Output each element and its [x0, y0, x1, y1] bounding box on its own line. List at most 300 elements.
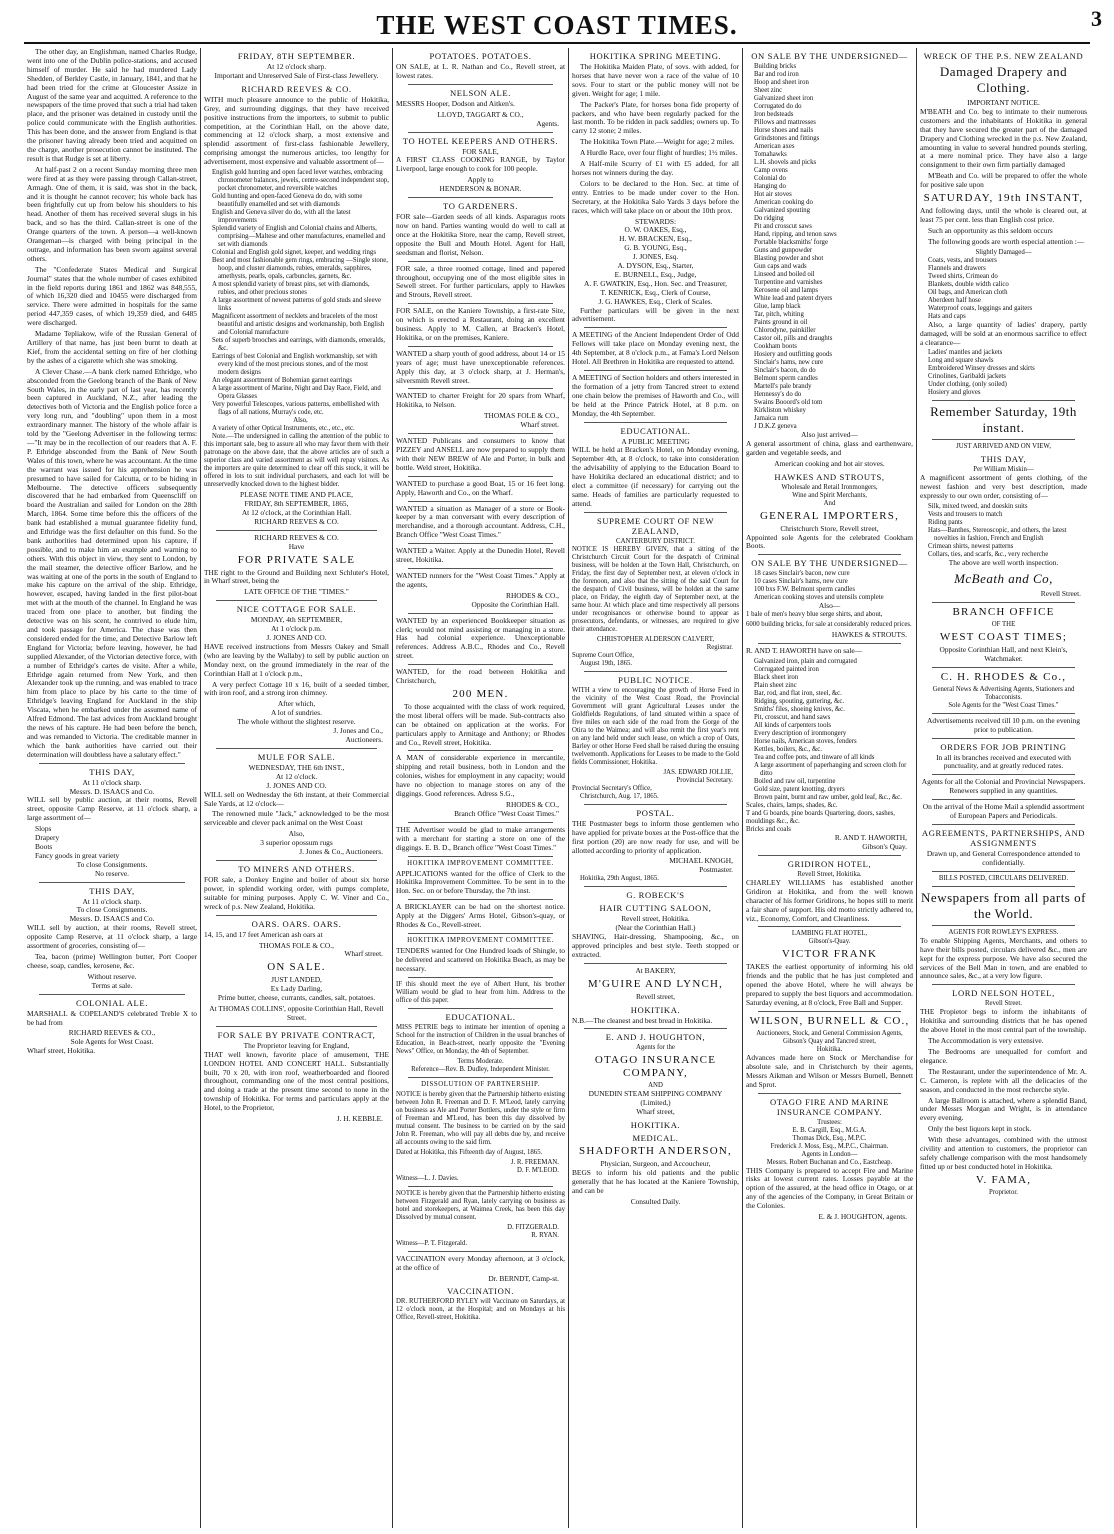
divider: [408, 750, 553, 751]
race-item: The Hokitika Town Plate.—Weight for age; 2 miles.: [580, 137, 735, 147]
list-item: 18 cases Sinclair's bacon, new cure: [754, 570, 850, 578]
ad-firm: RICHARD REEVES & CO.: [254, 516, 339, 526]
ad-body: CHARLEY WILLIAMS has established another Gridiron at Hokitika, and from the well known character of his former Gridirons, he hopes still to merit a fair share of support. His old motto strictly adhered to, viz., Economy, Comfort, and Cleanliness.: [746, 877, 913, 923]
ad-items: Prime butter, cheese, currants, candles, salt, potatoes.: [217, 993, 376, 1003]
ad-signature: Gibson's Quay.: [862, 841, 907, 851]
ad-signature: Proprietor.: [989, 1188, 1018, 1196]
ad-firm: Messrs. D. ISAACS and Co.: [69, 914, 155, 924]
list-item: Drapery: [35, 833, 60, 843]
ad-note: And: [823, 499, 836, 507]
divider: [932, 774, 1075, 775]
list-item: Guns and gunpowder: [754, 247, 813, 254]
ad-heading: ON SALE.: [267, 961, 326, 974]
ad-body: On the arrival of the Home Mail a splendid assortment of European Papers and Periodicals.: [922, 802, 1085, 821]
divider: [932, 925, 1075, 926]
hardware-list: [754, 63, 913, 431]
list-item: Kettles, boilers, &c., &c.: [754, 746, 822, 754]
list-item: Pit and crosscut saws: [754, 223, 812, 230]
list-item: Fancy goods in great variety: [35, 850, 120, 860]
wanted-ad: WANTED a situation as Manager of a store or Book-keeper by a man conversant with every description of merchandise, and a thorough accountant. Address, C.H., Branch Office "West Coast Times.": [396, 503, 565, 540]
ad-body: FOR SALE, on the Kaniere Township, a first-rate Site, on which is erected a Restaurant, doing an excellent business. Apply to M. Callen, at Bracken's Hotel, Hokitika, or on the premises, Kaniere.: [396, 306, 565, 342]
ad-body: WILL sell on Wednesday the 6th instant, at their Commercial Sale Yards, at 12 o'clock—: [204, 789, 389, 808]
ad-heading: BILLS POSTED, CIRCULARS DELIVERED.: [938, 874, 1069, 882]
ad-note: Reference—Rev. B. Dudley, Independent Minister.: [411, 1065, 550, 1073]
list-item: 10 cases Sinclair's hams, new cure: [754, 578, 848, 586]
ad-heading: WRECK OF THE P.S. NEW ZEALAND: [923, 51, 1084, 61]
newspaper-title: THE WEST COAST TIMES.: [376, 10, 738, 40]
ironmongery-list: [754, 658, 913, 778]
ad-body: IF this should meet the eye of Albert Hunt, his brother William would be glad to hear from him. Address to the office of this paper.: [396, 980, 565, 1004]
list-item: Riding pants: [928, 519, 963, 527]
ad-signature: CHRISTOPHER ALDERSON CALVERT,: [596, 635, 715, 643]
ad-note: Ex Lady Darling,: [270, 984, 323, 994]
ad-note: Apply to: [467, 175, 494, 185]
divider: [932, 871, 1075, 872]
list-item: Boots: [35, 841, 53, 851]
ad-heading: MULE FOR SALE.: [257, 751, 336, 762]
ad-body: A MEETING of Section holders and others interested in the formation of a jetty from Tancred street to extend one chain below the premises of Haworth and Co., will be held at the Prince Patrick Hotel, at 8 p.m. on Monday, the 4th September.: [572, 373, 739, 418]
divider: [584, 512, 727, 513]
ad-heading: SUPREME COURT OF NEW ZEALAND,: [596, 515, 715, 536]
list-item: Ridging, spouting, guttering, &c.: [754, 698, 845, 706]
ad-date: FRIDAY, 8th SEPTEMBER, 1865,: [244, 498, 349, 508]
list-item: Blasting powder and shot: [754, 255, 824, 262]
ad-signature: Branch Office "West Coast Times.": [454, 808, 559, 818]
ad-signature: J. H. KEBBLE.: [336, 1114, 383, 1124]
list-item: Hoop and sheet iron: [754, 79, 809, 86]
ad-date: SATURDAY, 19th INSTANT,: [923, 192, 1084, 205]
official: J. G. HAWKES, Esq., Clerk of Scales.: [598, 296, 713, 306]
ad-address: Revell street, Hokitika.: [621, 914, 690, 924]
ad-name: VICTOR FRANK: [781, 948, 878, 961]
list-item: Collars, ties, and scarfs, &c., very recherche: [928, 551, 1049, 559]
ad-heading: NICE COTTAGE FOR SALE.: [236, 604, 357, 615]
list-item: Horse nails, American stoves, fenders: [754, 738, 857, 746]
ad-heading: FRIDAY, 8TH SEPTEMBER.: [237, 51, 356, 61]
list-item: All kinds of carpenters tools: [754, 722, 832, 730]
news-item: A Clever Chase.—A bank clerk named Ethridge, who absconded from the Geelong branch of the Bank of New South Wales, in the early part of last year, has recently been captured in Auckland, N.Z., after leading the detectives both of Victoria and the English police force a very long run, and "doubling" upon them in a most extraordinary manner. The history of the whole affair is told by the "Geelong Advertiser in the following terms:—"It may be in the recollection of our readers that A. F. P. Ethridge absconded from the Bank of New South Wales of this town, where he was accountant. At the time the warrant was issued for his apprehension he was presumed to have sailed for Calcutta, or to be hiding in Melbourne. The detective officers subsequently discovered that he had embarked from Queenscliff on board the Australian and sailed for London on the 28th March, 1864. Some time before this the officers of the bank had established a mutual guarantee fidelity fund, and Ethridge was the first defaulter on this fund. So the bank authorities had determined upon his capture, if possible, and to make him an example and warning to others. With this object in view, they sent to London, by the mail steamer, the detective officer Barlow, and he was waiting at one of the ports in the south of England to make his capture on the arrival of the ship. Ethridge, however, escaped, having landed in the first pilot-boat met with at the mouth of the channel. In England he was traced from one place to another, but finding the detective was on his scent, he contrived to elude him, and took passage for America. The chase was then considered ended for the time, and Detective Barlow left England for Victoria; before leaving, however, he had supplied Alexander, of the Victorian detective force, with a number of Ethridge's cartes de visite. After a while, Ethridge again returned from New York, and then Alexander took up the running, and was enabled to trace him from place to place by his carte to the time of Ethridge's leaving England for Auckland in the ship Viscata, when he embarked under the assumed name of Alfred Edmond. The last advices from Auckland brought the news of his capture. He had been before the bench, and was remanded to Victoria. The creditable manner in which the bank authorities have carried out their determination will doubtless have a salutary effect.": [27, 366, 197, 759]
ad-body: THE Advertiser would be glad to make arrangements with a merchant for starting a store on one of the diggings. E. B. D., Branch office "West Coast Times.": [396, 824, 565, 852]
race-item: The Hokitika Maiden Plate, of sovs. with added, for horses that have never won a race of the value of 10 sovs. Four to start or the public money will not be given. Weight for age; 1 mile.: [572, 62, 739, 98]
ad-firm: HAWKES AND STROUTS,: [774, 471, 885, 482]
divider: [216, 748, 377, 749]
ad-heading: JUST ARRIVED AND ON VIEW,: [956, 443, 1051, 451]
ad-heading: G. ROBECK'S: [626, 890, 685, 901]
ad-heading: HOKITIKA IMPROVEMENT COMMITTEE.: [407, 859, 554, 867]
divider: [932, 799, 1075, 800]
ad-note: FOR SALE,: [462, 146, 499, 156]
ad-firm: RICHARD REEVES & CO.,: [68, 1028, 156, 1038]
news-item: The other day, an Englishman, named Charles Rudge, went into one of the Dublin police-stations, and accused himself of murder. He said he had murdered Lady Shedden, of Berkley Castle, in January, 1841, and that he had been tried for the crime at Gloucester Assize in August of the same year and acquitted. A reference to the newspapers of the time proved that such a trial had taken place, and the prisoner was detained in custody until the police could communicate with the English authorities. This has been done, and the answer from England is that the prisoner having already been tried and acquitted on the charge, another prosecution cannot be instituted. The result is that Rudge is set at liberty.: [27, 48, 197, 163]
ad-body: The Restaurant, under the superintendence of Mr. A. C. Cameron, is replete with all the delicacies of the season, and conducted in the most recherche style.: [920, 1066, 1087, 1094]
ad-heading: NELSON ALE.: [449, 87, 512, 98]
list-item: Hats and caps: [928, 312, 966, 320]
ad-firm: THOMAS FOLE & CO.,: [259, 940, 334, 950]
column-6: [916, 48, 1090, 1528]
ad-heading: E. AND J. HOUGHTON,: [605, 1032, 706, 1043]
list-item: Grindstones and fittings: [754, 135, 820, 142]
ad-heading: TO MINERS AND OTHERS.: [238, 863, 355, 874]
official: T. KENRICK, Esq., Clerk of Course,: [600, 287, 711, 297]
official: A. F. GWATKIN, Esq., Hon. Sec. and Treasurer,: [583, 278, 727, 288]
ad-signature: J. Jones and Co.,: [333, 726, 383, 736]
ad-title: Newspapers from all parts of the World.: [921, 889, 1086, 921]
ad-firm: Messrs. D. ISAACS and Co.: [69, 786, 155, 796]
ad-subheading: Auctioneers, Stock, and General Commission Agents,: [756, 1029, 903, 1037]
divider: [408, 822, 553, 823]
divider: [584, 327, 727, 328]
ad-note: To close Consignments.: [76, 905, 148, 915]
ad-date: August 19th, 1865.: [580, 659, 633, 667]
list-item: Vests and trousers to match: [928, 511, 1003, 519]
ad-note: The Proprietor leaving for England,: [243, 1040, 350, 1050]
list-item: Smiths' files, shoeing knives, &c.: [754, 706, 845, 714]
list-item: Jamaica rum: [754, 415, 789, 422]
list-item: Crinolines, Garibaldi jackets: [928, 373, 1006, 381]
ad-subheading: Trustees:: [817, 1118, 842, 1126]
ad-note: After which,: [277, 699, 316, 709]
ad-heading: TO HOTEL KEEPERS AND OTHERS.: [402, 135, 559, 146]
divider: [932, 824, 1075, 825]
wanted-ad: WANTED Publicans and consumers to know that PIZZEY and ANSELL are now prepared to supply them with their NEW BREW of Ale and Porter, in bulk and bottle. Weld street, Hokitika.: [396, 436, 565, 472]
ad-heading: POTATOES. POTATOES.: [429, 51, 532, 61]
ad-body: DR. RUTHERFORD RYLEY will Vaccinate on Saturdays, at 12 o'clock noon, at the Hospital; and on Mondays at his Office, Revell-street, Hokitika.: [396, 1298, 565, 1322]
ad-town: HOKITIKA.: [630, 1004, 681, 1015]
list-item: Chlorodyne, painkiller: [754, 327, 816, 334]
list-item: Pit, crosscut, and hand saws: [754, 714, 831, 722]
ad-body: Colors to be declared to the Hon. Sec. at time of entry. Entries to be made under cover to the Hon. Secretary, at the Hokitika Salo Yards 3 days before the races, which will take place on or about the 10th prox.: [572, 178, 739, 215]
paint-list: [754, 778, 913, 802]
ad-body: WITH much pleasure announce to the public of Hokitika, Grey, and surrounding diggings, that they have received positive instructions from the importers, to submit to public competition, at the Corinthian Hall, on the above date, commencing at 12 o'clock sharp, a most extensive and splendid assortment of first-class fashionable Jewellery, comprising amongst the numerous articles, too lengthy for advertisement, most expensive and valuable assortment of—: [204, 94, 389, 167]
ad-address: Gibson's Quay and Tancred street,: [783, 1037, 876, 1045]
list-item: Every description of ironmongery: [754, 730, 847, 738]
list-item: Brown paint, burnt and raw umber, gold leaf, &c., &c.: [754, 794, 902, 802]
list-item: American axes: [754, 143, 795, 150]
ad-body: A general assortment of china, glass and earthenware, garden and vegetable seeds, and: [746, 438, 913, 457]
ad-item: 3 superior opossum rugs: [260, 838, 333, 848]
divider: [408, 261, 553, 262]
divider: [408, 977, 553, 978]
ad-witness: Witness—P. T. Fitzgerald.: [396, 1239, 468, 1247]
ad-note: Have: [288, 541, 305, 551]
list-item: Iron bedsteads: [754, 111, 794, 118]
divider: [584, 671, 727, 672]
list-item: Camp ovens: [754, 167, 788, 174]
ad-body: Agents for all the Colonial and Provincial Newspapers. Renewers supplied in any quantities.: [921, 777, 1086, 796]
ad-items: Tea, bacon (prime) Wellington butter, Port Cooper cheese, soap, candles, kerosene, &c.: [27, 952, 197, 970]
list-item: Embroidered Winsey dresses and skirts: [928, 365, 1035, 373]
list-item: Cookham boots: [754, 343, 797, 350]
divider: [584, 370, 727, 371]
ad-item-list: [35, 825, 197, 861]
list-item: Coats, vests, and trousers: [928, 256, 997, 264]
list-item: Belmont sperm candles: [754, 375, 818, 382]
official: A. DYSON, Esq., Starter,: [617, 261, 694, 271]
ad-signature: HAWKES & STROUTS.: [831, 630, 907, 640]
steward: O. W. OAKES, Esq.,: [624, 225, 687, 235]
ad-witness: Witness—L. J. Davies.: [396, 1174, 459, 1182]
trustee: Frederick J. Moss, Esq., M.P.C., Chairman.: [770, 1142, 889, 1150]
ad-time: At 11 o'clock sharp.: [82, 777, 142, 787]
divider: [408, 84, 553, 85]
divider: [39, 882, 185, 883]
list-item: Hennessy's do do: [754, 391, 802, 398]
ad-address: Revell street,: [636, 991, 675, 1001]
ad-heading: AGREEMENTS, PARTNERSHIPS, AND ASSIGNMENTS: [921, 828, 1086, 848]
ad-note: American cooking and hot air stoves.: [774, 458, 885, 468]
ad-body: HAVE received instructions from Messrs Oakey and Small (who are leaving by the Wallaby) to sell by public auction on Monday next, on the ground immediately in the rear of the Corinthian Hall at 1 o'clock p.m.,: [204, 641, 389, 678]
ad-body: NOTICE IS HEREBY GIVEN, that a sitting of the Christchurch Circuit Court for the despatch of Criminal business, will be holden at the Town Hall, Christchurch, on Friday, the first day of September next, at eleven o'clock in the forenoon, and also that the sitting of the said Court for the despatch of Civil business, will be holden at the same place, on Friday, the eighth day of September next, at the same hour. At which place and time respectively all persons under recognisances or otherwise bound to appear as prosecutors, defendants, or witnesses, are required to give their attendance.: [572, 545, 739, 633]
list-item: Tomahawks: [754, 151, 787, 158]
race-item: A Half-mile Scurry of £1 with £5 added, for all horses not winners during the day.: [572, 159, 739, 177]
ad-note: No reserve.: [94, 868, 130, 878]
list-item: Hosiery and outfitting goods: [754, 351, 832, 358]
divider: [932, 602, 1075, 603]
ad-body: WILL sell by public auction, at their rooms, Revell street, opposite Camp Reserve, at 11 o'clock sharp, a large assortment of—: [27, 795, 197, 823]
ad-signature: RHODES & CO.,: [506, 590, 559, 600]
ad-firm: J. JONES AND CO.: [266, 780, 327, 790]
steward: J. JONES, Esq.: [632, 252, 679, 262]
ad-subheading: CANTERBURY DISTRICT.: [616, 537, 695, 545]
ad-signature: Agents.: [536, 118, 559, 128]
list-item: Sheet zinc: [754, 87, 783, 94]
ad-body: FOR sale—Garden seeds of all kinds. Asparagus roots now on hand. Parties wanting would do well to call at once at the Hokitika Store, near the camp, Revell street, opposite the Bull and Mouth Hotel. Agent for Hall, seedsman and florist, Nelson.: [396, 212, 565, 257]
ad-body: ON SALE, at L. R. Nathan and Co., Revell street, at lowest rates.: [396, 62, 565, 80]
list-item: Gold size, patent knotting, dryers: [754, 786, 845, 794]
ad-heading: ON SALE BY THE UNDERSIGNED—: [751, 558, 908, 569]
divider: [408, 476, 553, 477]
list-item: A large assortment of newest patterns of gold studs and sleeve links: [212, 297, 382, 313]
ad-body: Drawn up, and General Correspondence attended to confidentially.: [926, 849, 1081, 867]
list-item: Horse shoes and nails: [754, 127, 814, 134]
ad-body: SHAVING, Hair-dressing, Shampooing, &c., on approved principles and best style. Teeth stopped or extracted.: [572, 932, 739, 959]
list-item: Do ridging: [754, 215, 784, 222]
divider: [584, 963, 727, 964]
ad-title: Remember Saturday, 19th instant.: [930, 404, 1077, 436]
divider: [408, 1077, 553, 1078]
list-item: Galvanized sheet iron: [754, 95, 814, 102]
list-item: White lead and patent dryers: [754, 295, 833, 302]
ad-name: SHADFORTH ANDERSON,: [579, 1145, 732, 1158]
list-item: Swains Booord's old tom: [754, 399, 823, 406]
divider: [932, 886, 1075, 887]
ad-body: THE Postmaster begs to inform those gentlemen who have applied for private boxes at the Post-office that the first portion (20) are now ready for use, and will be allotted according to priority of application.: [572, 818, 739, 855]
divider: [408, 613, 553, 614]
list-item: Scales, chairs, lamps, shades, &c.: [746, 802, 838, 810]
list-item: Hanging do: [754, 183, 786, 190]
ad-heading: ON SALE BY THE UNDERSIGNED—: [751, 51, 908, 61]
ad-note: Without reserve.: [87, 971, 137, 981]
list-item: Crimean shirts, newest patterns: [928, 543, 1014, 551]
ad-address: Revell Street.: [1040, 589, 1081, 599]
ad-signature: Dr. BERNDT, Camp-st.: [488, 1273, 559, 1283]
ad-body: To those acquainted with the class of work required, the most liberal offers will be made. Sub-contracts also can be obtained on application at the works. For particulars apply to Armitage and Anthony; or Rhodes and Co., Revell street, Hokitika.: [396, 701, 565, 747]
list-item: Colonial do: [754, 175, 786, 182]
list-item: American cooking stoves and utensils complete: [754, 594, 884, 602]
ad-item: The renowned mule "Jack," acknowledged to be the most serviceable and clever pack animal on the West Coast: [204, 809, 389, 828]
ad-agent: Messrs. Robert Buchanan and Co., Eastcheap.: [766, 1158, 893, 1166]
ad-heading: OARS. OARS. OARS.: [251, 918, 342, 929]
ad-body: TENDERS wanted for One Hundred loads of Shingle, to be delivered and scattered on Hokitika Beach, as may be necessary.: [396, 945, 565, 973]
divider: [408, 303, 553, 304]
ad-body: A BRICKLAYER can be had on the shortest notice. Apply at the Diggers' Arms Hotel, Gibson's-quay, or Rhodes & Co., Revell-street.: [396, 902, 565, 930]
ad-town: Hokitika.: [816, 1045, 843, 1053]
list-item: Waterproof coats, leggings and gaiters: [928, 304, 1033, 312]
list-item: A large assortment of Marine, Night and Day Race, Field, and Opera Glasses: [212, 385, 381, 401]
ad-body: Also, a large quantity of ladies' drapery, partly damaged, will be sold at an enormous sacrifice to effect a clearance—: [920, 319, 1087, 347]
ad-body: A large Ballroom is attached, where a splendid Band, under Messrs Morgan and Wright, is in attendance every evening.: [920, 1095, 1087, 1123]
masthead-rule: [24, 42, 1090, 44]
ad-firm: McBeath and Co,: [954, 571, 1053, 587]
list-item: Long and square shawls: [928, 357, 994, 365]
ad-note: Consulted Daily.: [630, 1196, 681, 1206]
ad-note: Also,: [288, 829, 305, 839]
divider: [932, 667, 1075, 668]
steward: H. W. BRACKEN, Esq.,: [619, 234, 692, 244]
ad-item: 6000 building bricks, for sale at considerably reduced prices.: [746, 621, 912, 629]
list-item: Silk, mixed tweed, and doeskin suits: [928, 503, 1028, 511]
ad-note: Per William Miskin—: [973, 466, 1034, 474]
ad-time: At 1 o'clock p.m.: [271, 624, 322, 634]
ad-body: And following days, until the whole is cleared out, at least 75 per cent. less than English cost price.: [920, 206, 1087, 224]
list-item: Gold hunting and open-faced Geneva do do, with some beautifully enamelled and set with diamonds: [212, 193, 363, 209]
divider: [408, 388, 553, 389]
wanted-ad: WANTED to purchase a good Boat, 15 or 16 feet long. Apply, Haworth and Co., on the Wharf.: [396, 478, 565, 497]
ad-body: To enable Shipping Agents, Merchants, and others to have their bills posted, circulars delivered &c., men are kept for the express purpose. We have also secured the services of the Bell Man in town, and are enabled to announce sales, &c., at a very low figure.: [920, 935, 1087, 981]
divider: [408, 664, 553, 665]
divider: [584, 422, 727, 423]
ad-signature: D. F. M'LEOD.: [516, 1166, 559, 1174]
divider: [408, 543, 553, 544]
list-item: Hats—Banthes, Stereoscopic, and others, the latest novelties in fashion, French and English: [928, 527, 1067, 543]
list-item: Sinclair's hams, new cure: [754, 359, 824, 366]
list-item: Aberdeen half hose: [928, 296, 981, 304]
list-item: English and Geneva silver do do, with all the latest improvements: [212, 209, 351, 225]
list-note: Also,: [293, 417, 308, 425]
list-item: Bar and rod iron: [754, 71, 799, 78]
list-item: Splendid variety of English and Colonial chains and Alberts, comprising—Maltese and other manufactures, enamelled and set with diamonds: [212, 225, 386, 249]
ad-body: THAT well known, favorite place of amusement, THE LONDON HOTEL AND CONCERT HALL. Substantially built, 70 x 20, with iron roof, weatherboarded and floored throughout, commanding one of the most central positions, and doing a trade at the present time second to none in the township of Hokitika. For terms and particulars apply at the Hotel, to the Proprietor,: [204, 1049, 389, 1113]
ad-company: OTAGO INSURANCE COMPANY,: [594, 1054, 717, 1080]
divider: [408, 856, 553, 857]
divider: [408, 197, 553, 198]
list-item: Pillows and mattresses: [754, 119, 816, 126]
ad-firm: RICHARD REEVES & CO.: [254, 532, 339, 542]
ad-subheading: Physician, Surgeon, and Accoucheur,: [600, 1159, 711, 1169]
ad-firm: C. H. RHODES & Co.,: [940, 670, 1067, 683]
divider: [584, 804, 727, 805]
divider: [584, 1028, 727, 1029]
ad-signature: J. Jones & Co., Auctioneers.: [299, 847, 383, 857]
ad-heading: LAMBING FLAT HOTEL,: [791, 930, 868, 938]
ad-heading: THIS DAY,: [89, 766, 135, 777]
list-item: Tea and coffee pots, and tinware of all kinds: [754, 754, 875, 762]
divider: [758, 855, 901, 856]
divider: [408, 568, 553, 569]
wanted-ad: WANTED, for the road between Hokitika and Christchurch,: [396, 667, 565, 686]
ad-address: Wharf street,: [636, 1107, 675, 1117]
divider: [758, 1093, 901, 1094]
ad-signature: R. AND T. HAWORTH,: [834, 833, 907, 843]
list-item: Under clothing, (only soiled): [928, 381, 1007, 389]
ad-title: Damaged Drapery and Clothing.: [939, 64, 1068, 95]
race-item: The Packer's Plate, for horses bona fide property of packers, and who have been regularly packed for the last month. To be ridden in pack saddles; owners up. To carry 12 stone; 2 miles.: [572, 99, 739, 136]
list-item: Sets of superb brooches and earrings, with diamonds, emeralds, &c.: [212, 337, 386, 353]
divider: [932, 984, 1075, 985]
ad-signature: Opposite the Corinthian Hall.: [471, 599, 559, 609]
ad-signature: RHODES & CO.,: [506, 800, 559, 809]
divider: [408, 1251, 553, 1252]
list-item: Kerosene oil and lamps: [754, 287, 818, 294]
list-item: American cooking do: [754, 199, 813, 206]
ad-note: JUST LANDED,: [271, 975, 322, 985]
ad-note: Such an opportunity as this seldom occurs: [928, 225, 1053, 235]
divider: [932, 738, 1075, 739]
ad-note: Also just arrived—: [801, 430, 858, 439]
list-item: Portable blacksmiths' forge: [754, 239, 828, 246]
ad-date: THIS DAY,: [980, 454, 1027, 465]
ad-heading: HOKITIKA IMPROVEMENT COMMITTEE.: [407, 936, 554, 944]
ad-signature: E. & J. HOUGHTON, agents.: [818, 1212, 907, 1222]
list-item: A large assortment of paperhanging and screen cloth for ditto: [754, 762, 907, 778]
divider: [758, 643, 901, 644]
list-item: Hand, ripping, and tenon saws: [754, 231, 837, 238]
divider: [408, 899, 553, 900]
ad-firm: M'GUIRE AND LYNCH,: [587, 977, 724, 990]
ad-time: At 12 o'clock.: [275, 771, 318, 781]
divider: [408, 132, 553, 133]
masthead: [0, 0, 1114, 44]
ad-body: A MAN of considerable experience in mercantile, shipping and retail business, both in London and the colonies, wishes for employment in any capacity; would have no objection to manage stores on any of the diggings. Good references. Adress S.G.,: [396, 753, 565, 799]
ad-heading: LORD NELSON HOTEL,: [952, 988, 1055, 999]
ad-heading: THIS DAY,: [89, 885, 135, 896]
damaged-goods-list: [928, 257, 1087, 321]
news-item: The "Confederate States Medical and Surgical Journal" states that the whole number of cases exhibited in the field reports during 1861 and 1862 was 848,555, of which 16,320 died and 10455 were discharged from service. There were admitted in hospitals for the same period 447,359 cases, of which 19,359 died, and 6485 were discharged.: [27, 264, 197, 328]
ad-address: Christchurch Store, Revell street,: [780, 523, 879, 533]
ad-title: WEST COAST TIMES;: [939, 630, 1068, 643]
race-item: A Hurdle Race, over four flight of hurdles; 1½ miles.: [580, 148, 738, 158]
ad-body: NOTICE is hereby given that the Partnership hitherto existing between John R. Freeman and D. F. M'Leod, lately carrying on business as Ale and Porter Bottlers, under the style or firm of Freeman and M'Leod, has been this day dissolved by mutual consent. The business to be carried on by the said John R. Freeman, who will pay all debts due by, and receive all accounts owing to the said firm.: [396, 1090, 565, 1146]
ad-subheading: HAIR CUTTING SALOON,: [599, 903, 712, 914]
divider: [216, 915, 377, 916]
ad-firm: LLOYD, TAGGART & CO.,: [437, 109, 524, 119]
ad-time: At 12 o'clock sharp.: [266, 62, 327, 71]
ad-note: Also—: [818, 601, 841, 611]
ad-time: At 11 o'clock sharp.: [82, 896, 142, 906]
ad-body: MISS PETRIE begs to intimate her intention of opening a School for the instruction of Children in the usual branches of Education, in Beach-street, nearly opposite the "Evening News" Office, on Monday, the 4th of September.: [396, 1023, 565, 1055]
ad-signature: THOMAS FOLE & CO.,: [484, 411, 559, 421]
ad-heading: PUBLIC NOTICE.: [618, 674, 693, 685]
ad-subheading: Agents for the: [636, 1044, 675, 1052]
divider: [408, 501, 553, 502]
list-item: Turpentine and varnishes: [754, 279, 823, 286]
ad-note: AND: [648, 1082, 663, 1090]
list-item: Sinclair's bacon, do do: [754, 367, 816, 374]
ad-heading: GRIDIRON HOTEL,: [787, 858, 872, 869]
ad-item: A very perfect Cottage 10 x 16, built of a seeded timber, with iron roof, and a strong iron chimney.: [204, 679, 389, 698]
ad-body: M'BEATH and Co. beg to intimate to their numerous customers and the inhabitants of Hokitika in general that they have secured the greater part of the damaged Drapery and Clothing wrecked in the p.s. New Zealand, amounting in value to several hundred pounds sterling, at a mere nominal price. They have also a large consignment to their own firm partially damaged: [920, 106, 1087, 170]
ad-heading: ORDERS FOR JOB PRINTING: [940, 741, 1067, 752]
ad-date: WEDNESDAY, THE 6th INST.,: [248, 762, 345, 772]
ad-note: Note.—The undersigned in calling the attention of the public to this important sale, beg to assure all who may favor them with their patronage on the above date, that the above articles are of such a superior class and varied assortment as will well repay visitors. As the importers are quite determined to clear off this stock, it will be offered in lots to suit individual purchasers, and each lot will be unreservedly knocked down to the highest bidder.: [204, 433, 389, 489]
list-item: Hosiery and gloves: [928, 389, 981, 397]
ad-body: WILL be held at Bracken's Hotel, on Monday evening, September 4th, at 8 o'clock, to take into consideration the advisability of applying to the Education Board to have Hokitika declared an educational district; and to elect a committee (if necessary) for carrying out the same. Heads of families are particularly requested to attend.: [572, 445, 739, 508]
list-item: Martell's pale brandy: [754, 383, 812, 390]
official: E. BURNELL, Esq., Judge,: [614, 269, 697, 279]
ad-note: The whole without the slightest reserve.: [237, 717, 356, 727]
jewellery-list: [212, 169, 389, 433]
ad-body: The Bedrooms are unequalled for comfort and elegance.: [920, 1046, 1087, 1065]
